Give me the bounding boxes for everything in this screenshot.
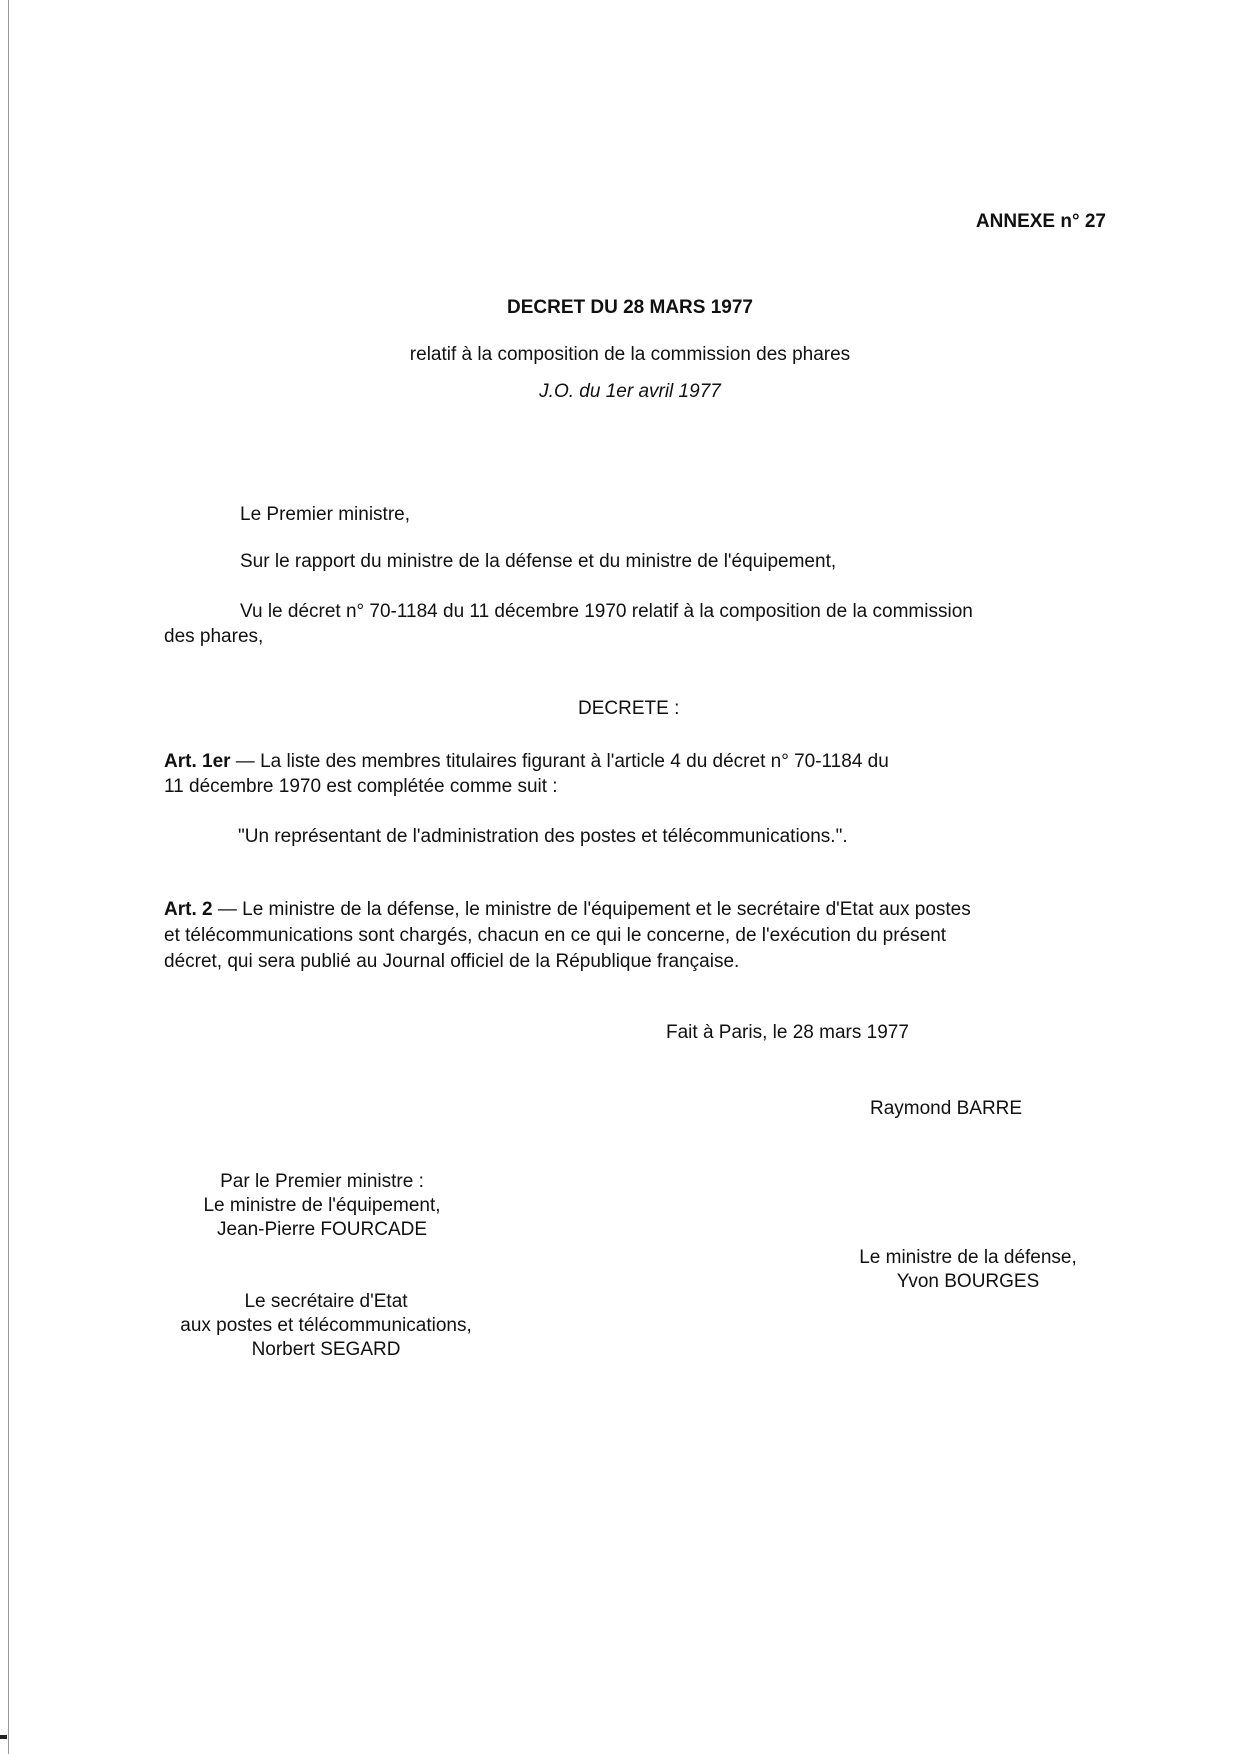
equipment-minister-title: Le ministre de l'équipement,	[203, 1195, 441, 1216]
article-1-line-1	[164, 751, 889, 773]
article-2-line-1	[164, 899, 971, 921]
defense-minister-title: Le ministre de la défense,	[859, 1247, 1077, 1268]
scan-edge-line	[8, 0, 9, 1754]
article-1-label: Art. 1er	[164, 751, 231, 772]
countersign-by-pm: Par le Premier ministre :	[220, 1171, 424, 1192]
countersign-equipment	[162, 1170, 482, 1242]
ptt-secretary-name: Norbert SEGARD	[251, 1339, 401, 1360]
place-and-date: Fait à Paris, le 28 mars 1977	[666, 1022, 909, 1043]
decree-title: DECRET DU 28 MARS 1977	[506, 297, 754, 318]
article-2-line-2: et télécommunications sont chargés, chacun en ce qui le concerne, de l'exécution du présent	[164, 925, 947, 946]
annex-number: ANNEXE n° 27	[975, 211, 1106, 232]
article-2-label: Art. 2	[164, 899, 213, 920]
decree-heading: DECRETE :	[578, 698, 680, 719]
countersign-ptt	[156, 1290, 496, 1362]
publication-reference: J.O. du 1er avril 1977	[539, 381, 721, 402]
prime-minister-signature: Raymond BARRE	[870, 1098, 1023, 1119]
preamble-vu-line-1: Vu le décret n° 70-1184 du 11 décembre 1970 relatif à la composition de la commission	[240, 601, 973, 622]
defense-minister-name: Yvon BOURGES	[896, 1271, 1040, 1292]
preamble-report: Sur le rapport du ministre de la défense et du ministre de l'équipement,	[240, 551, 837, 572]
equipment-minister-name: Jean-Pierre FOURCADE	[216, 1219, 428, 1240]
countersign-defense	[838, 1246, 1098, 1294]
preamble-opening: Le Premier ministre,	[240, 504, 410, 525]
article-1-text-1: — La liste des membres titulaires figurant à l'article 4 du décret n° 70-1184 du	[230, 751, 889, 772]
article-1-line-2: 11 décembre 1970 est complétée comme suit :	[164, 776, 558, 797]
scan-edge-mark	[0, 1735, 7, 1739]
decree-subtitle: relatif à la composition de la commission des phares	[409, 344, 851, 365]
ptt-secretary-title-1: Le secrétaire d'Etat	[244, 1291, 408, 1312]
ptt-secretary-title-2: aux postes et télécommunications,	[180, 1315, 472, 1336]
article-1-quote: "Un représentant de l'administration des postes et télécommunications.".	[238, 826, 848, 847]
preamble-vu-line-2: des phares,	[164, 626, 264, 647]
article-2-line-3: décret, qui sera publié au Journal officiel de la République française.	[164, 951, 740, 972]
article-2-text-1: — Le ministre de la défense, le ministre de l'équipement et le secrétaire d'Etat aux postes	[212, 899, 971, 920]
